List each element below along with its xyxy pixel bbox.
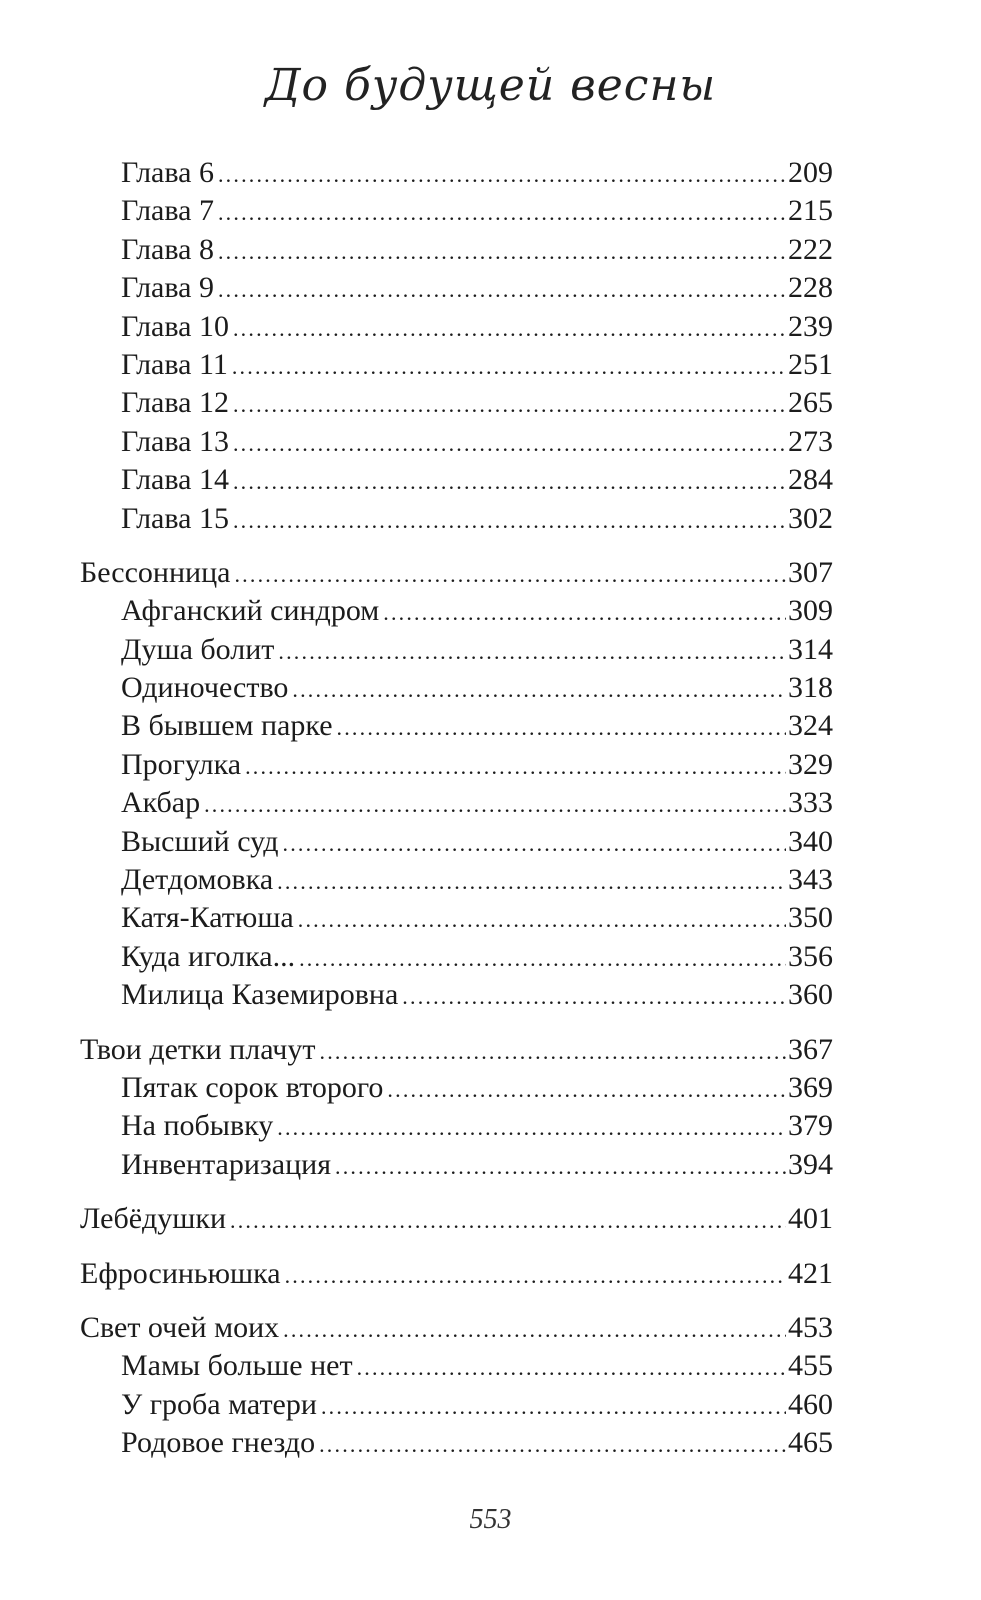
- toc-dot-leader: [277, 863, 786, 901]
- toc-entry-title: Лебёдушки: [80, 1202, 227, 1236]
- toc-dot-leader: [230, 1202, 786, 1240]
- toc-entry-title: Глава 10: [121, 309, 229, 343]
- toc-entry-title: Душа болит: [121, 632, 275, 666]
- toc-entry-section: [0, 1309, 833, 1347]
- toc-entry-page: 421: [788, 1256, 833, 1290]
- toc-entry-page: 324: [788, 709, 833, 743]
- table-of-contents: [0, 154, 981, 1479]
- toc-entry: [0, 823, 833, 861]
- toc-entry: [0, 746, 833, 784]
- toc-entry-page: 239: [788, 309, 833, 343]
- toc-entry: [0, 631, 833, 669]
- toc-entry-section: [0, 554, 833, 592]
- toc-entry-title: Глава 9: [121, 271, 214, 305]
- toc-entry: [0, 461, 833, 499]
- toc-entry-title: Глава 6: [121, 156, 214, 189]
- toc-entry-page: 401: [788, 1202, 833, 1236]
- toc-dot-leader: [233, 310, 786, 348]
- toc-entry-page: 222: [788, 232, 833, 266]
- toc-entry-title: Глава 11: [121, 347, 228, 381]
- toc-dot-leader: [232, 348, 786, 386]
- toc-entry-page: 367: [788, 1032, 833, 1066]
- toc-dot-leader: [402, 978, 786, 1016]
- toc-entry: [0, 1069, 833, 1107]
- toc-dot-leader: [233, 463, 786, 501]
- toc-entry: [0, 707, 833, 745]
- toc-entry: [0, 500, 833, 538]
- toc-entry-page: 453: [788, 1310, 833, 1344]
- toc-entry-title: У гроба матери: [121, 1387, 317, 1421]
- toc-entry-title: Прогулка: [121, 747, 242, 781]
- toc-entry-page: 251: [788, 347, 833, 381]
- toc-dot-leader: [234, 556, 786, 594]
- toc-entry-page: 350: [788, 901, 833, 935]
- toc-entry-page: 394: [788, 1147, 833, 1181]
- toc-dot-leader: [387, 1071, 786, 1109]
- toc-dot-leader: [285, 1257, 786, 1295]
- toc-entry: [0, 1386, 833, 1424]
- toc-entry-title: Афганский синдром: [121, 594, 380, 628]
- toc-dot-leader: [337, 709, 786, 747]
- toc-entry-title: Глава 13: [121, 424, 229, 458]
- toc-dot-leader: [218, 271, 786, 309]
- toc-entry-title: Родовое гнездо: [121, 1426, 316, 1460]
- toc-entry-title: Свет очей моих: [80, 1310, 280, 1344]
- page-number: 553: [469, 1504, 512, 1535]
- toc-entry: [0, 976, 833, 1014]
- toc-entry: [0, 346, 833, 384]
- toc-entry-title: Глава 15: [121, 501, 229, 535]
- toc-dot-leader: [283, 1311, 786, 1349]
- toc-dot-leader: [298, 901, 786, 939]
- toc-entry-page: 369: [788, 1070, 833, 1104]
- toc-dot-leader: [277, 1109, 786, 1147]
- toc-entry-page: 333: [788, 786, 833, 820]
- toc-entry-title: В бывшем парке: [121, 709, 333, 743]
- toc-entry-page: 302: [788, 501, 833, 535]
- toc-section: [0, 1309, 981, 1463]
- toc-dot-leader: [245, 748, 786, 786]
- toc-entry: [0, 192, 833, 230]
- toc-entry-page: 273: [788, 424, 833, 458]
- toc-entry-title: Пятак сорок второго: [121, 1070, 384, 1104]
- toc-entry-page: 209: [788, 156, 833, 189]
- toc-entry-title: Бессонница: [80, 555, 231, 589]
- toc-entry-title: Глава 14: [121, 463, 229, 497]
- toc-entry: [0, 1107, 833, 1145]
- toc-entry-title: Ефросиньюшка: [80, 1256, 281, 1290]
- toc-entry-page: 309: [788, 594, 833, 628]
- toc-entry-title: Детдомовка: [121, 863, 274, 897]
- toc-entry: [0, 669, 833, 707]
- toc-entry-title: Акбар: [121, 786, 201, 820]
- toc-entry-page: 340: [788, 824, 833, 858]
- toc-entry: [0, 1146, 833, 1184]
- toc-section: [0, 1200, 981, 1238]
- toc-dot-leader: [233, 502, 786, 540]
- toc-entry: [0, 1424, 833, 1462]
- toc-entry-section: [0, 1031, 833, 1069]
- toc-entry-title: Глава 7: [121, 194, 214, 228]
- toc-entry-page: 318: [788, 671, 833, 705]
- toc-entry: [0, 308, 833, 346]
- toc-entry-page: 228: [788, 271, 833, 305]
- toc-entry: [0, 154, 833, 192]
- toc-entry-title: На побывку: [121, 1109, 274, 1143]
- toc-entry-page: 465: [788, 1426, 833, 1460]
- toc-section: [0, 554, 981, 1015]
- toc-entry-page: 455: [788, 1349, 833, 1383]
- toc-entry-title: Катя-Катюша: [121, 901, 294, 935]
- toc-entry-title: Мамы больше нет: [121, 1349, 353, 1383]
- toc-entry-page: 356: [788, 939, 833, 973]
- toc-dot-leader: [321, 1388, 786, 1426]
- toc-entry: [0, 899, 833, 937]
- toc-entry: [0, 269, 833, 307]
- toc-entry-page: 265: [788, 386, 833, 420]
- toc-entry-page: 343: [788, 863, 833, 897]
- toc-entry-page: 329: [788, 747, 833, 781]
- toc-entry-title: Глава 12: [121, 386, 229, 420]
- toc-dot-leader: [335, 1148, 786, 1186]
- toc-entry: [0, 1347, 833, 1385]
- toc-entry-page: 314: [788, 632, 833, 666]
- toc-entry-title: Инвентаризация: [121, 1147, 331, 1181]
- toc-dot-leader: [233, 386, 786, 424]
- toc-entry-section: [0, 1200, 833, 1238]
- toc-dot-leader: [218, 233, 786, 271]
- toc-entry: [0, 231, 833, 269]
- toc-dot-leader: [233, 425, 786, 463]
- toc-entry-page: 284: [788, 463, 833, 497]
- toc-entry-page: 307: [788, 555, 833, 589]
- toc-entry: [0, 938, 833, 976]
- toc-entry-section: [0, 1255, 833, 1293]
- toc-dot-leader: [292, 671, 786, 709]
- toc-entry-title: Твои детки плачут: [80, 1032, 316, 1066]
- toc-entry-page: 460: [788, 1387, 833, 1421]
- page-title: До будущей весны: [264, 60, 717, 111]
- toc-entry-title: Одиночество: [121, 671, 289, 705]
- toc-dot-leader: [357, 1349, 786, 1387]
- toc-dot-leader: [383, 594, 786, 632]
- toc-dot-leader: [204, 786, 786, 824]
- toc-section: [0, 1031, 981, 1185]
- toc-dot-leader: [319, 1426, 786, 1464]
- toc-entry-title: Куда иголка...: [121, 939, 296, 973]
- toc-dot-leader: [278, 633, 786, 671]
- toc-entry: [0, 861, 833, 899]
- toc-section: [0, 154, 981, 538]
- toc-entry: [0, 592, 833, 630]
- toc-dot-leader: [320, 1033, 786, 1071]
- toc-entry-title: Высший суд: [121, 824, 279, 858]
- toc-entry-title: Глава 8: [121, 232, 214, 266]
- toc-entry-title: Милица Каземировна: [121, 978, 399, 1012]
- toc-entry: [0, 384, 833, 422]
- toc-dot-leader: [283, 825, 787, 863]
- toc-entry-page: 360: [788, 978, 833, 1012]
- toc-entry-page: 379: [788, 1109, 833, 1143]
- toc-section: [0, 1255, 981, 1293]
- toc-dot-leader: [218, 194, 786, 232]
- toc-entry-page: 215: [788, 194, 833, 228]
- toc-entry: [0, 423, 833, 461]
- toc-dot-leader: [218, 156, 786, 194]
- toc-entry: [0, 784, 833, 822]
- toc-dot-leader: [299, 940, 786, 978]
